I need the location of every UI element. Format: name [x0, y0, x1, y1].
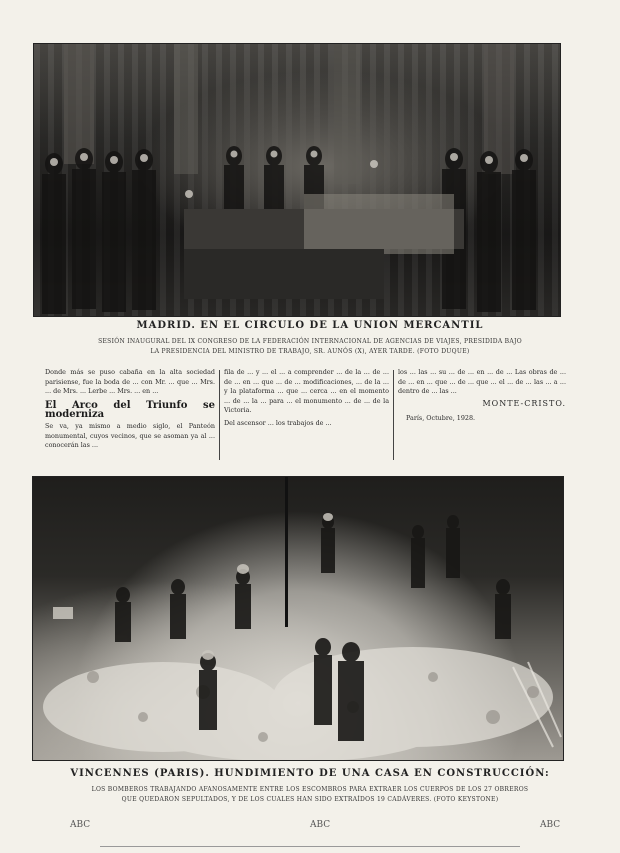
bottom-photo-caption-line2: QUE QUEDARON SEPULTADOS, Y DE LOS CUALES HAN SIDO EXTRAÍDOS 19 CADÁVERES. (FOTO KEYSTONE)	[121, 796, 499, 803]
article-column-2	[224, 368, 389, 468]
top-photo-caption-line1: SESIÓN INAUGURAL DEL IX CONGRESO DE LA FEDERACIÓN INTERNACIONAL DE AGENCIAS DE VIAJES, PRESIDIDA BAJO	[98, 338, 522, 345]
column-divider	[393, 370, 394, 460]
photo-congress-session	[33, 43, 561, 317]
column2-paragraph: fila de ... y ... el ... a comprender ... de la ... de ... de ... en ... que ... de ... modificaciones, ... de la ... y la plataforma ... que ... cerca ... en el momento ... de ... la ... para ... el monumento ... de ... de la Victoria.	[224, 368, 389, 415]
top-photo-caption-line2: LA PRESIDENCIA DEL MINISTRO DE TRABAJO, SR. AUNÓS (X), AYER TARDE. (FOTO DUQUE)	[150, 348, 470, 355]
bottom-rule	[100, 846, 520, 847]
signature: MONTE-CRISTO.	[482, 398, 566, 408]
watermark-mark: ABC	[310, 820, 331, 830]
article-title-arco: El Arco del Triunfo se moderniza	[45, 399, 215, 421]
bottom-photo-heading: VINCENNES (PARIS). HUNDIMIENTO DE UNA CASA EN CONSTRUCCIÓN:	[70, 768, 550, 779]
photo-rubble-figures	[33, 477, 563, 760]
watermark-mark: ABC	[540, 820, 561, 830]
bottom-photo-caption-line1: LOS BOMBEROS TRABAJANDO AFANOSAMENTE ENTRE LOS ESCOMBROS PARA EXTRAER LOS CUERPOS DE LOS 27 OBREROS	[91, 786, 529, 793]
article-column-1	[45, 368, 215, 468]
column-divider	[219, 370, 220, 460]
photo-collapsed-building	[32, 476, 564, 761]
watermark-mark: ABC	[70, 820, 91, 830]
dateline: París, Octubre, 1928.	[406, 414, 476, 423]
column3-paragraph: los ... las ... su ... de ... en ... de ... Las obras de ... de ... en ... que ... de ... que ... el ... de ... las ... a ... dentro de ... las ...	[398, 368, 566, 396]
top-photo-heading: MADRID. EN EL CIRCULO DE LA UNION MERCANTIL	[136, 320, 484, 331]
article-column-3	[398, 368, 566, 468]
column1-paragraph: Donde más se puso cabaña en la alta sociedad parisiense, fue la boda de ... con Mr. ... que ... Mrs. ... de Mrs. ... Lerbe ... Mrs. ... en ...	[45, 368, 215, 396]
column1-paragraph2: Se va, ya mismo a medio siglo, el Panteón monumental, cuyos vecinos, que se asoman ya al ... conocerán las ...	[45, 421, 215, 450]
column2-paragraph2: Del ascensor ... los trabajos de ...	[224, 418, 332, 427]
photo-congress-figures	[34, 44, 560, 316]
